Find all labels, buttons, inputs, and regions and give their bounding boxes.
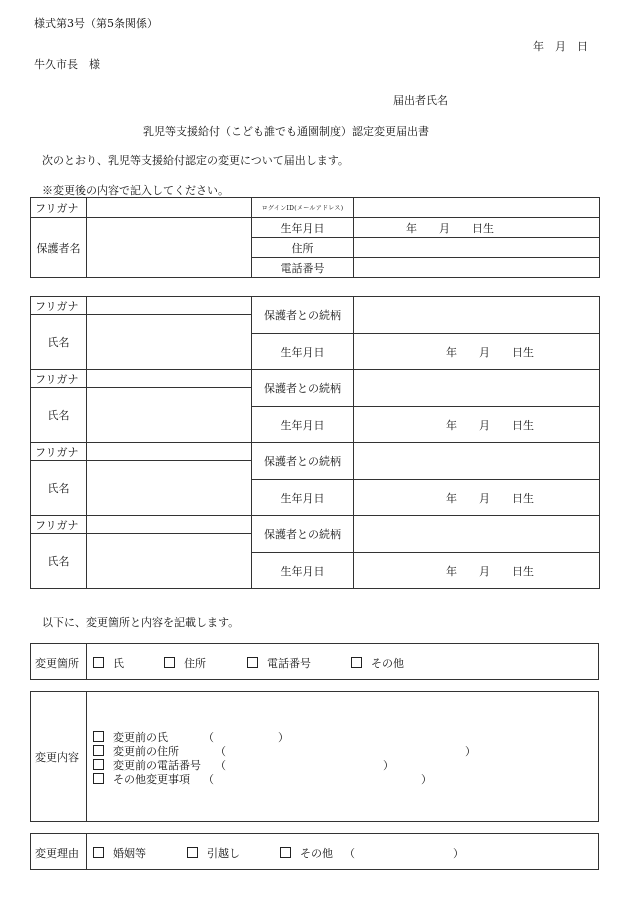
- change-location-option-name[interactable]: 氏: [93, 655, 124, 671]
- change-content-item-name[interactable]: 変更前の氏: [93, 729, 168, 745]
- checkbox[interactable]: [93, 745, 104, 756]
- checkbox[interactable]: [280, 847, 291, 858]
- form-number: 様式第3号（第5条関係）: [34, 17, 158, 30]
- child-furigana-field[interactable]: [87, 516, 252, 534]
- paren-open: （: [203, 731, 214, 744]
- child-relation-field[interactable]: [354, 516, 600, 553]
- child-birthdate-field[interactable]: 年 月 日生: [354, 553, 600, 589]
- child-furigana-field[interactable]: [87, 443, 252, 461]
- child-name-field[interactable]: [87, 461, 252, 516]
- date-line: 年 月 日: [533, 40, 588, 53]
- guardian-birthdate-label: 生年月日: [252, 218, 354, 238]
- change-location-option-other[interactable]: その他: [351, 655, 404, 671]
- child-furigana-label: フリガナ: [31, 516, 87, 534]
- child-name-label: 氏名: [31, 461, 87, 516]
- child-relation-label: 保護者との続柄: [252, 443, 354, 480]
- change-reason-label: 変更理由: [35, 847, 79, 860]
- guardian-address-field[interactable]: [354, 238, 600, 258]
- child-relation-field[interactable]: [354, 297, 600, 334]
- note-text: ※変更後の内容で記入してください。: [42, 184, 229, 197]
- paren-close: ）: [465, 745, 476, 758]
- child-name-label: 氏名: [31, 388, 87, 443]
- change-intro-text: 以下に、変更箇所と内容を記載します。: [42, 616, 240, 629]
- child-birthdate-label: 生年月日: [252, 334, 354, 370]
- child-name-label: 氏名: [31, 534, 87, 589]
- change-location-option-phone[interactable]: 電話番号: [247, 655, 311, 671]
- children-table: [30, 296, 600, 589]
- checkbox[interactable]: [93, 731, 104, 742]
- child-furigana-field[interactable]: [87, 297, 252, 315]
- guardian-phone-label: 電話番号: [252, 258, 354, 278]
- checkbox[interactable]: [164, 657, 175, 668]
- paren-close: ）: [421, 773, 432, 786]
- child-relation-label: 保護者との続柄: [252, 370, 354, 407]
- child-furigana-label: フリガナ: [31, 443, 87, 461]
- paren-close: ）: [278, 731, 289, 744]
- guardian-phone-field[interactable]: [354, 258, 600, 278]
- child-birthdate-field[interactable]: 年 月 日生: [354, 480, 600, 516]
- paren-open: （: [203, 773, 214, 786]
- change-location-label: 変更箇所: [35, 657, 79, 670]
- checkbox[interactable]: [93, 759, 104, 770]
- checkbox[interactable]: [93, 773, 104, 784]
- change-content-item-other[interactable]: その他変更事項: [93, 771, 190, 787]
- change-reason-option-marriage[interactable]: 婚姻等: [93, 845, 146, 861]
- child-furigana-label: フリガナ: [31, 370, 87, 388]
- checkbox[interactable]: [247, 657, 258, 668]
- child-name-field[interactable]: [87, 315, 252, 370]
- guardian-name-label: 保護者名: [31, 218, 87, 278]
- guardian-name-field[interactable]: [87, 218, 252, 278]
- change-content-label: 変更内容: [35, 751, 79, 764]
- child-birthdate-label: 生年月日: [252, 480, 354, 516]
- child-relation-label: 保護者との続柄: [252, 297, 354, 334]
- paren-open: （: [344, 847, 355, 860]
- child-relation-field[interactable]: [354, 443, 600, 480]
- divider: [86, 834, 87, 869]
- divider: [86, 644, 87, 679]
- guardian-birthdate-field[interactable]: 年 月 日生: [354, 218, 600, 238]
- change-reason-option-other[interactable]: その他: [280, 845, 333, 861]
- paren-close: ）: [453, 847, 464, 860]
- child-furigana-field[interactable]: [87, 370, 252, 388]
- checkbox[interactable]: [93, 657, 104, 668]
- child-relation-label: 保護者との続柄: [252, 516, 354, 553]
- addressee: 牛久市長 様: [34, 58, 100, 71]
- checkbox[interactable]: [93, 847, 104, 858]
- change-content-item-address[interactable]: 変更前の住所: [93, 743, 179, 759]
- change-content-box: [30, 691, 599, 822]
- child-furigana-label: フリガナ: [31, 297, 87, 315]
- paren-close: ）: [383, 759, 394, 772]
- child-name-field[interactable]: [87, 534, 252, 589]
- login-id-field[interactable]: [354, 198, 600, 218]
- divider: [86, 692, 87, 821]
- login-id-label: ログインID(メールアドレス): [252, 198, 354, 218]
- child-birthdate-field[interactable]: 年 月 日生: [354, 334, 600, 370]
- document-title: 乳児等支援給付（こども誰でも通園制度）認定変更届出書: [143, 125, 429, 138]
- checkbox[interactable]: [187, 847, 198, 858]
- change-content-item-phone[interactable]: 変更前の電話番号: [93, 757, 201, 773]
- child-birthdate-label: 生年月日: [252, 407, 354, 443]
- paren-open: （: [215, 759, 226, 772]
- child-name-label: 氏名: [31, 315, 87, 370]
- child-name-field[interactable]: [87, 388, 252, 443]
- change-location-option-address[interactable]: 住所: [164, 655, 206, 671]
- paren-open: （: [215, 745, 226, 758]
- change-location-box: [30, 643, 599, 680]
- change-reason-box: [30, 833, 599, 870]
- child-relation-field[interactable]: [354, 370, 600, 407]
- child-birthdate-label: 生年月日: [252, 553, 354, 589]
- guardian-table: [30, 197, 600, 278]
- change-reason-option-moving[interactable]: 引越し: [187, 845, 240, 861]
- checkbox[interactable]: [351, 657, 362, 668]
- guardian-furigana-label: フリガナ: [31, 198, 87, 218]
- guardian-address-label: 住所: [252, 238, 354, 258]
- guardian-furigana-field[interactable]: [87, 198, 252, 218]
- applicant-name-label: 届出者氏名: [393, 94, 448, 107]
- child-birthdate-field[interactable]: 年 月 日生: [354, 407, 600, 443]
- intro-text: 次のとおり、乳児等支援給付認定の変更について届出します。: [42, 154, 349, 167]
